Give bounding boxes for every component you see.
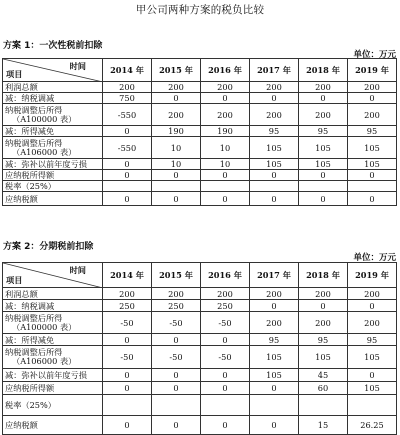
value-cell: 750 <box>103 93 152 104</box>
value-cell: 0 <box>250 93 299 104</box>
table-row <box>3 312 397 334</box>
row-label <box>3 137 103 159</box>
row-label-line: 减：弥补以前年度亏损 <box>5 159 87 169</box>
header-corner-cell <box>3 59 103 82</box>
value-cell: 0 <box>250 300 299 312</box>
row-label-line: 减：纳税调减 <box>5 93 55 103</box>
value-cell <box>201 395 250 416</box>
value-cell: 200 <box>201 82 250 93</box>
value-cell: 0 <box>348 93 397 104</box>
value-cell <box>348 181 397 192</box>
value-cell: 190 <box>152 126 201 137</box>
value-cell <box>299 181 348 192</box>
plan1-table <box>2 58 397 206</box>
value-cell: 200 <box>103 82 152 93</box>
value-cell: 190 <box>201 126 250 137</box>
value-cell: -50 <box>152 346 201 369</box>
table-row <box>3 192 397 206</box>
row-label-line: 减：弥补以前年度亏损 <box>5 370 87 380</box>
row-label-line: 应纳税所得额 <box>5 383 55 393</box>
value-cell: 95 <box>348 126 397 137</box>
table-row <box>3 395 397 416</box>
value-cell: 0 <box>250 170 299 181</box>
year-header: 2016 年 <box>201 59 250 82</box>
value-cell: 105 <box>250 159 299 170</box>
value-cell <box>348 395 397 416</box>
value-cell: 0 <box>348 300 397 312</box>
value-cell <box>103 395 152 416</box>
row-label <box>3 334 103 346</box>
value-cell: 105 <box>250 137 299 159</box>
row-label-line: 纳税调整后所得 <box>5 137 63 148</box>
value-cell: 95 <box>250 126 299 137</box>
row-label-line: 利润总额 <box>5 288 38 299</box>
value-cell: 0 <box>348 192 397 206</box>
value-cell: 0 <box>250 382 299 395</box>
row-label <box>3 369 103 382</box>
value-cell: 200 <box>299 288 348 300</box>
table-row <box>3 104 397 126</box>
value-cell: 200 <box>103 288 152 300</box>
value-cell: 0 <box>201 369 250 382</box>
row-label <box>3 300 103 312</box>
row-label <box>3 126 103 137</box>
value-cell: 200 <box>250 104 299 126</box>
value-cell: 0 <box>152 382 201 395</box>
row-label <box>3 312 103 334</box>
value-cell: -550 <box>103 137 152 159</box>
value-cell: 0 <box>152 334 201 346</box>
year-header: 2019 年 <box>348 59 397 82</box>
value-cell <box>152 395 201 416</box>
table-row <box>3 181 397 192</box>
row-label-subline: （A106000 表） <box>12 146 77 157</box>
value-cell: 60 <box>299 382 348 395</box>
table-row <box>3 170 397 181</box>
value-cell: 10 <box>152 137 201 159</box>
value-cell: 45 <box>299 369 348 382</box>
value-cell <box>152 181 201 192</box>
year-header: 2015 年 <box>152 59 201 82</box>
value-cell: 0 <box>348 170 397 181</box>
row-label <box>3 181 103 192</box>
row-label-subline: （A100000 表） <box>12 321 77 332</box>
header-item-label: 项目 <box>6 69 23 79</box>
year-header: 2016 年 <box>201 263 250 288</box>
row-label-line: 纳税调整后所得 <box>5 104 63 115</box>
value-cell: 200 <box>348 288 397 300</box>
year-header: 2017 年 <box>250 59 299 82</box>
row-label-line: 税率（25%） <box>5 400 56 410</box>
table-row <box>3 382 397 395</box>
value-cell: 0 <box>201 416 250 435</box>
value-cell: 95 <box>299 334 348 346</box>
value-cell: 200 <box>152 82 201 93</box>
value-cell: 105 <box>348 382 397 395</box>
value-cell: 0 <box>201 93 250 104</box>
year-header: 2017 年 <box>250 263 299 288</box>
table-row <box>3 126 397 137</box>
value-cell: 0 <box>152 416 201 435</box>
value-cell <box>201 181 250 192</box>
row-label-line: 减：所得减免 <box>5 334 55 345</box>
value-cell <box>299 395 348 416</box>
table-row <box>3 369 397 382</box>
value-cell: -50 <box>152 312 201 334</box>
value-cell: 0 <box>103 170 152 181</box>
page-title: 甲公司两种方案的税负比较 <box>135 4 265 16</box>
row-label-line: 减：纳税调减 <box>5 300 55 311</box>
value-cell: 0 <box>103 382 152 395</box>
value-cell: -50 <box>103 312 152 334</box>
value-cell: 200 <box>299 82 348 93</box>
header-time-label: 时间 <box>69 61 86 71</box>
row-label-line: 税率（25%） <box>5 181 56 191</box>
header-corner-cell <box>3 263 103 288</box>
value-cell: 0 <box>152 93 201 104</box>
row-label-line: 纳税调整后所得 <box>5 312 63 323</box>
row-label <box>3 170 103 181</box>
value-cell: 0 <box>103 369 152 382</box>
value-cell: 200 <box>250 312 299 334</box>
header-time-label: 时间 <box>69 265 86 275</box>
year-header: 2014 年 <box>103 263 152 288</box>
value-cell <box>250 181 299 192</box>
value-cell: 200 <box>201 104 250 126</box>
value-cell: 200 <box>348 82 397 93</box>
value-cell: 105 <box>299 159 348 170</box>
value-cell: 200 <box>152 288 201 300</box>
value-cell: 105 <box>250 346 299 369</box>
value-cell: 0 <box>299 192 348 206</box>
row-label-line: 应纳税额 <box>5 193 38 204</box>
row-label <box>3 159 103 170</box>
value-cell: 200 <box>299 104 348 126</box>
value-cell: 0 <box>348 369 397 382</box>
value-cell: 0 <box>250 416 299 435</box>
value-cell: 95 <box>250 334 299 346</box>
value-cell: 0 <box>103 416 152 435</box>
value-cell: 10 <box>201 137 250 159</box>
row-label-line: 利润总额 <box>5 82 38 92</box>
table-row <box>3 93 397 104</box>
plan2-unit-label: 单位：万元 <box>353 253 396 263</box>
value-cell: 200 <box>250 82 299 93</box>
table-row <box>3 82 397 93</box>
row-label <box>3 104 103 126</box>
value-cell: 0 <box>201 382 250 395</box>
plan1-unit-label: 单位：万元 <box>353 50 396 60</box>
row-label-line: 应纳税所得额 <box>5 170 55 180</box>
row-label <box>3 82 103 93</box>
value-cell <box>250 395 299 416</box>
value-cell: 0 <box>103 159 152 170</box>
row-label <box>3 192 103 206</box>
value-cell: 0 <box>299 93 348 104</box>
year-header: 2015 年 <box>152 263 201 288</box>
table-row <box>3 346 397 369</box>
year-header: 2018 年 <box>299 59 348 82</box>
value-cell: 105 <box>348 159 397 170</box>
value-cell: 0 <box>103 334 152 346</box>
value-cell: 200 <box>152 104 201 126</box>
row-label-subline: （A106000 表） <box>12 356 77 366</box>
value-cell: 0 <box>250 192 299 206</box>
value-cell: 250 <box>103 300 152 312</box>
value-cell: -50 <box>201 346 250 369</box>
value-cell: 0 <box>201 170 250 181</box>
value-cell: 0 <box>152 369 201 382</box>
row-label <box>3 346 103 369</box>
year-header: 2018 年 <box>299 263 348 288</box>
value-cell: 0 <box>201 334 250 346</box>
row-label-line: 减：所得减免 <box>5 126 55 136</box>
year-header: 2019 年 <box>348 263 397 288</box>
table-row <box>3 300 397 312</box>
row-label <box>3 93 103 104</box>
value-cell: 105 <box>250 369 299 382</box>
value-cell: -50 <box>201 312 250 334</box>
value-cell: 105 <box>348 137 397 159</box>
table-row <box>3 416 397 435</box>
row-label <box>3 416 103 435</box>
value-cell: 0 <box>103 192 152 206</box>
year-header: 2014 年 <box>103 59 152 82</box>
value-cell: 250 <box>201 300 250 312</box>
value-cell: 0 <box>103 126 152 137</box>
table-row <box>3 159 397 170</box>
value-cell: -50 <box>103 346 152 369</box>
value-cell: 200 <box>250 288 299 300</box>
value-cell: 200 <box>348 104 397 126</box>
row-label-line: 应纳税额 <box>5 420 38 430</box>
plan1-section-title: 方案 1：一次性税前扣除 <box>3 41 103 51</box>
value-cell: 200 <box>299 312 348 334</box>
value-cell: 0 <box>299 170 348 181</box>
value-cell: 0 <box>299 300 348 312</box>
value-cell: 26.25 <box>348 416 397 435</box>
value-cell: 0 <box>152 192 201 206</box>
table-row <box>3 137 397 159</box>
value-cell: 0 <box>152 170 201 181</box>
value-cell: 0 <box>201 192 250 206</box>
value-cell: 105 <box>348 346 397 369</box>
value-cell: 95 <box>299 126 348 137</box>
header-item-label: 项目 <box>6 275 23 285</box>
value-cell <box>103 181 152 192</box>
value-cell: 105 <box>299 346 348 369</box>
value-cell: 200 <box>348 312 397 334</box>
row-label-subline: （A100000 表） <box>12 113 77 124</box>
value-cell: 95 <box>348 334 397 346</box>
value-cell: 200 <box>201 288 250 300</box>
header-row <box>3 263 397 288</box>
value-cell: 250 <box>152 300 201 312</box>
table-row <box>3 334 397 346</box>
value-cell: 15 <box>299 416 348 435</box>
row-label <box>3 288 103 300</box>
header-row <box>3 59 397 82</box>
row-label <box>3 382 103 395</box>
row-label <box>3 395 103 416</box>
table-row <box>3 288 397 300</box>
plan2-section-title: 方案 2：分期税前扣除 <box>3 242 94 252</box>
value-cell: 10 <box>201 159 250 170</box>
value-cell: 105 <box>299 137 348 159</box>
row-label-line: 纳税调整后所得 <box>5 347 63 357</box>
plan2-table <box>2 262 397 435</box>
value-cell: -550 <box>103 104 152 126</box>
value-cell: 10 <box>152 159 201 170</box>
